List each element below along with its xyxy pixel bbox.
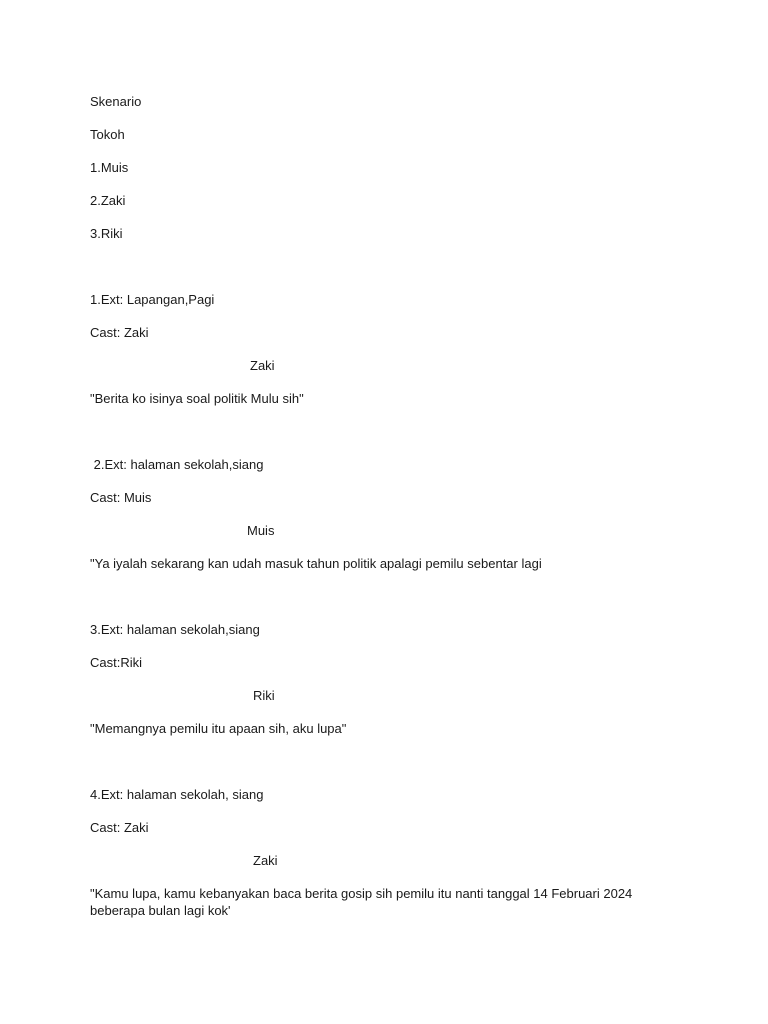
scene-dialogue: "Ya iyalah sekarang kan udah masuk tahun politik apalagi pemilu sebentar lagi	[90, 556, 542, 571]
scene-speaker: Riki	[253, 688, 275, 703]
cast-heading: Tokoh	[90, 127, 125, 142]
scene-speaker: Muis	[247, 523, 275, 538]
spacer	[90, 588, 678, 621]
scene-cast: Cast:Riki	[90, 655, 143, 670]
scene-cast: Cast: Muis	[90, 490, 152, 505]
scene-slug: 4.Ext: halaman sekolah, siang	[90, 787, 264, 802]
scene-cast: Cast: Zaki	[90, 820, 149, 835]
cast-list-item: 3.Riki	[90, 226, 123, 241]
spacer	[90, 258, 678, 291]
scene-cast: Cast: Zaki	[90, 325, 149, 340]
scene-dialogue: "Kamu lupa, kamu kebanyakan baca berita gosip sih pemilu itu nanti tanggal 14 Februari 2024 beberapa bulan lagi kok'	[90, 886, 636, 918]
document-heading: Skenario	[90, 94, 142, 109]
spacer	[90, 423, 678, 456]
spacer	[90, 753, 678, 786]
cast-list-item: 1.Muis	[90, 160, 129, 175]
scene-speaker: Zaki	[250, 358, 275, 373]
scene-slug: 1.Ext: Lapangan,Pagi	[90, 292, 215, 307]
cast-list-item: 2.Zaki	[90, 193, 126, 208]
scene-dialogue: "Memangnya pemilu itu apaan sih, aku lupa"	[90, 721, 347, 736]
scene-slug: 2.Ext: halaman sekolah,siang	[90, 457, 264, 472]
scene-slug: 3.Ext: halaman sekolah,siang	[90, 622, 260, 637]
scene-dialogue: "Berita ko isinya soal politik Mulu sih"	[90, 391, 304, 406]
scene-speaker: Zaki	[253, 853, 278, 868]
